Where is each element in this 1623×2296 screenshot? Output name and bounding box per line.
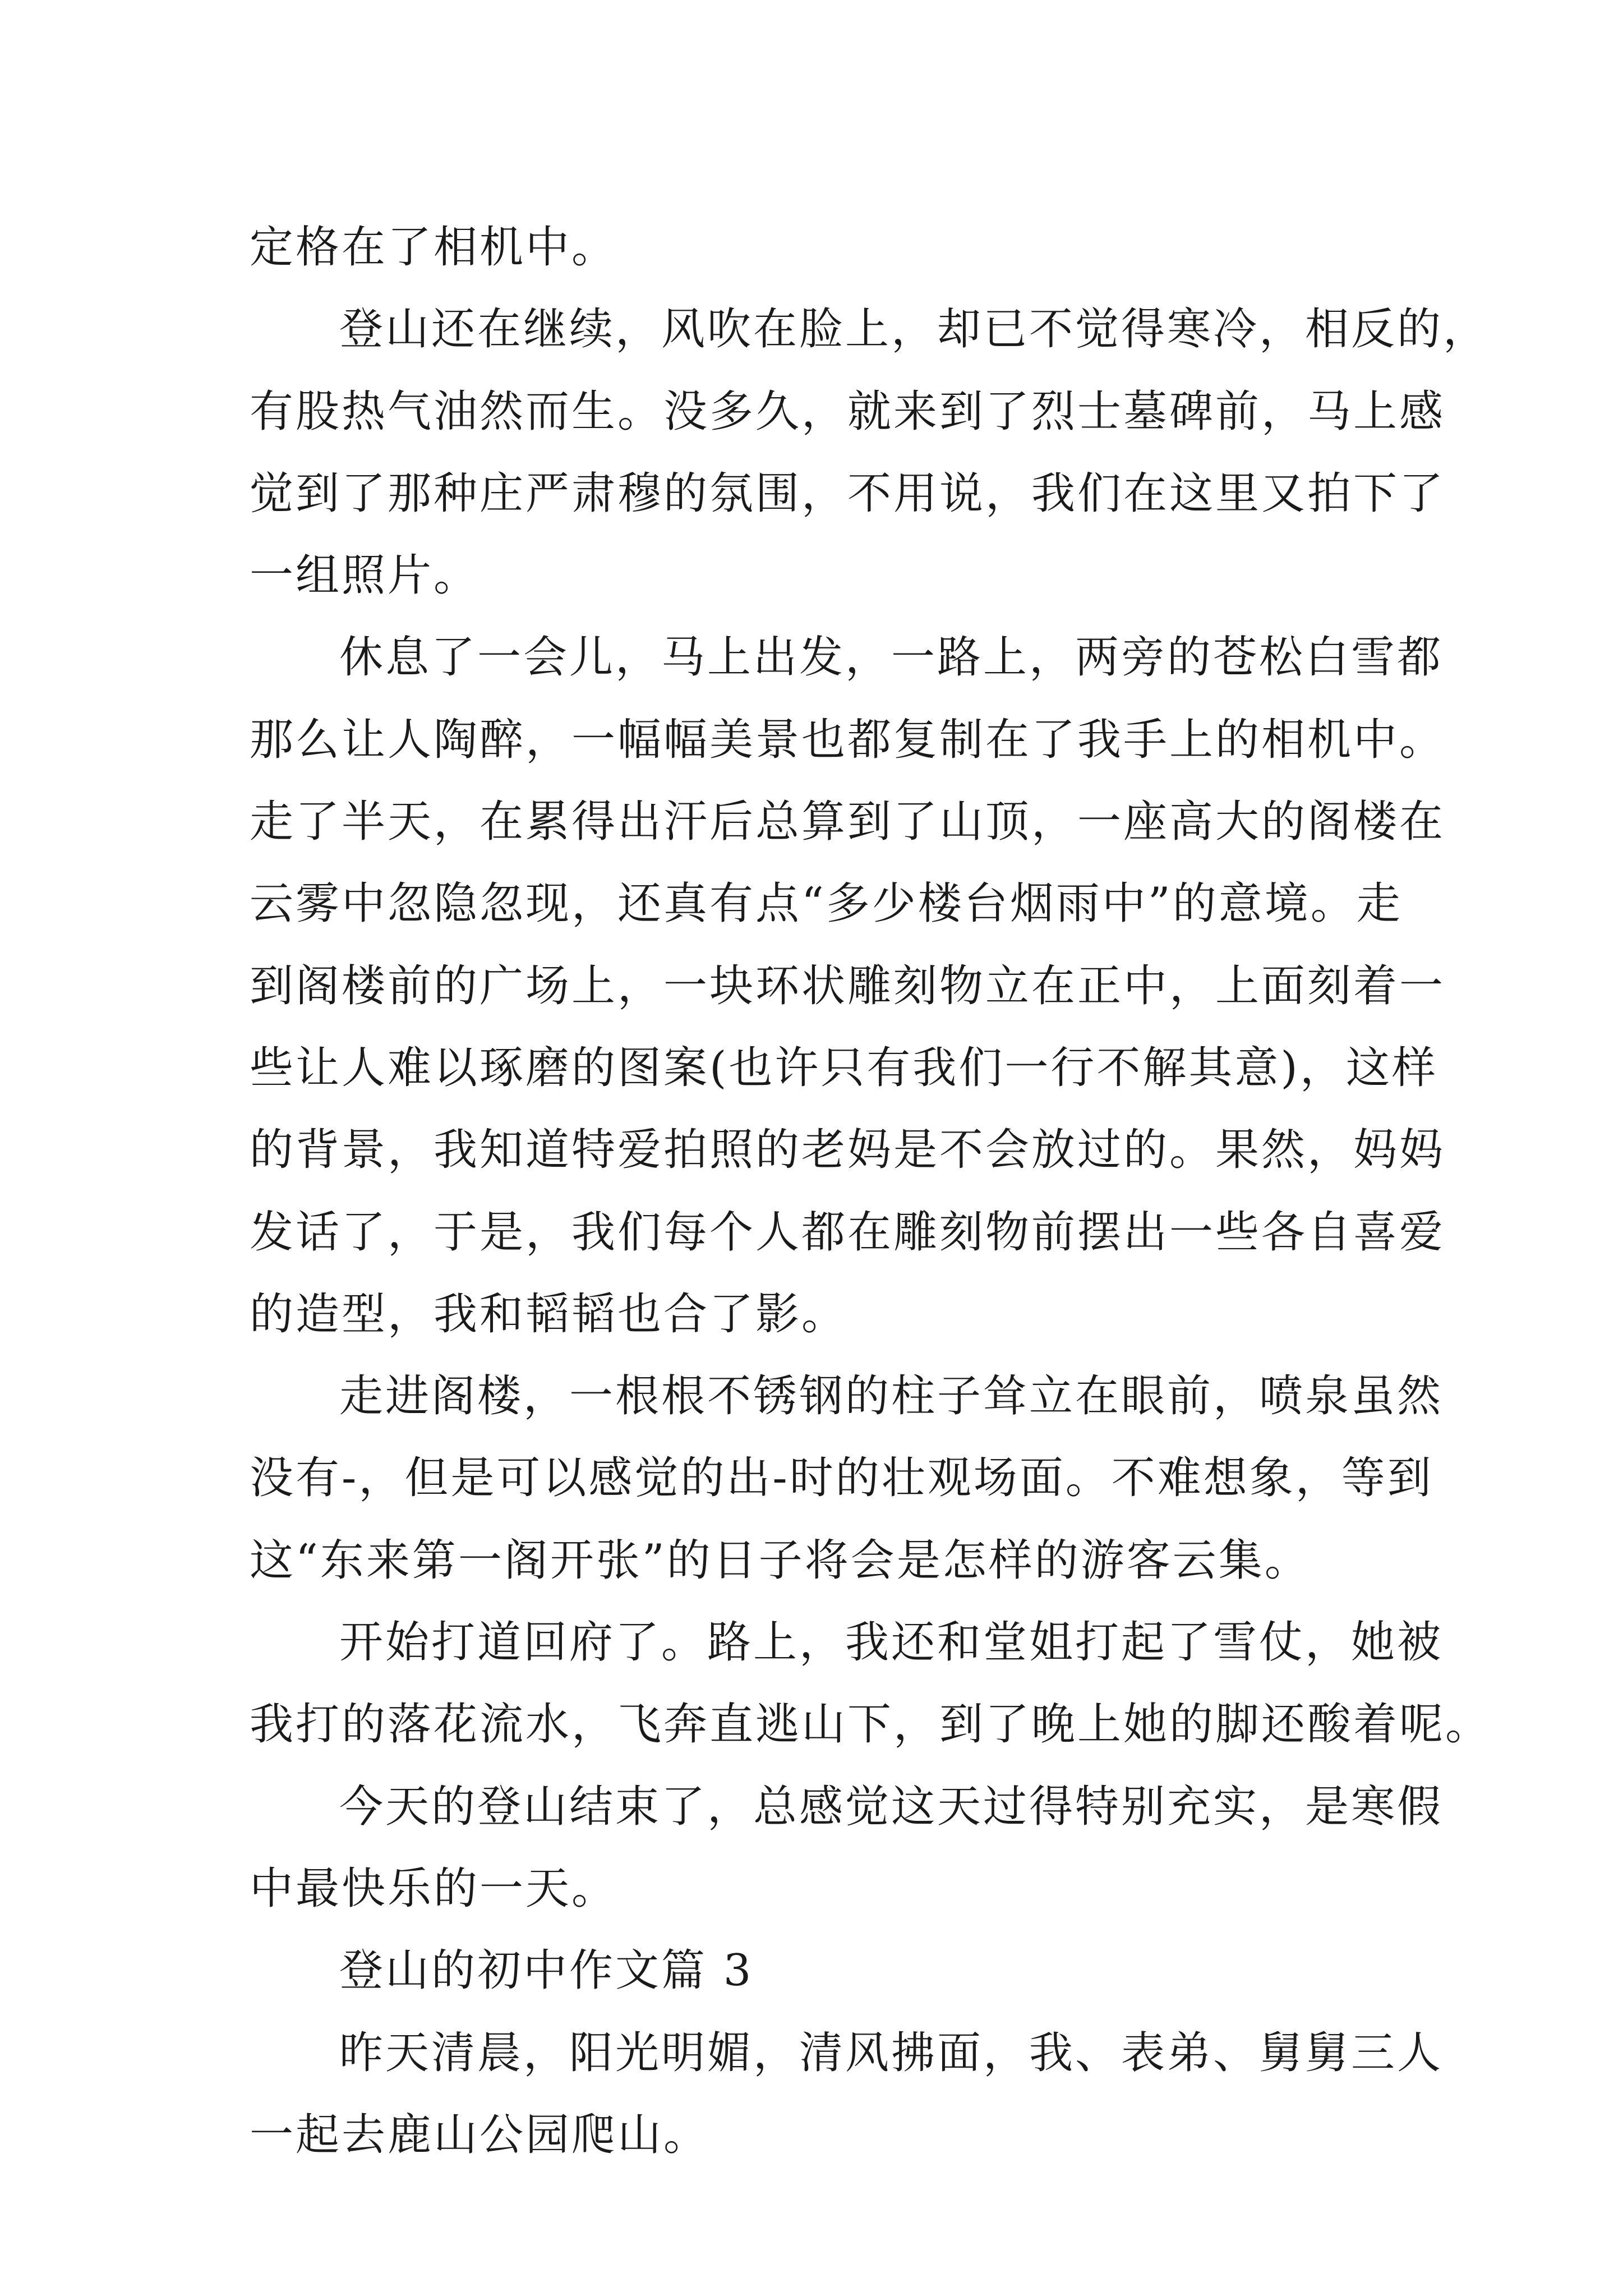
text-line: 那么让人陶醉，一幅幅美景也都复制在了我手上的相机中。 [250,714,1446,765]
text-line: 登山的初中作文篇 3 [339,1945,754,1996]
text-line: 开始打道回府了。路上，我还和堂姐打起了雪仗，她被 [339,1617,1444,1668]
text-line: 今天的登山结束了，总感觉这天过得特别充实，是寒假 [339,1781,1444,1832]
text-line: 登山还在继续，风吹在脸上，却已不觉得寒冷，相反的， [339,304,1490,355]
text-line: 走了半天，在累得出汗后总算到了山顶，一座高大的阁楼在 [250,797,1446,848]
text-line: 到阁楼前的广场上，一块环状雕刻物立在正中，上面刻着一 [250,960,1446,1011]
text-line: 的造型，我和韬韬也合了影。 [250,1289,848,1340]
text-line: 有股热气油然而生。没多久，就来到了烈士墓碑前，马上感 [250,386,1446,437]
text-line: 定格在了相机中。 [250,222,618,273]
text-line: 的背景，我知道特爱拍照的老妈是不会放过的。果然，妈妈 [250,1125,1446,1176]
text-line: 休息了一会儿，马上出发，一路上，两旁的苍松白雪都 [339,632,1444,683]
text-line: 这“东来第一阁开张”的日子将会是怎样的游客云集。 [250,1535,1311,1586]
text-line: 昨天清晨，阳光明媚，清风拂面，我、表弟、舅舅三人 [339,2027,1444,2078]
text-line: 没有-，但是可以感觉的出-时的壮观场面。不难想象，等到 [250,1453,1433,1504]
text-line: 觉到了那种庄严肃穆的氛围，不用说，我们在这里又拍下了 [250,468,1446,519]
text-line: 走进阁楼，一根根不锈钢的柱子耸立在眼前，喷泉虽然 [339,1371,1444,1422]
text-line: 我打的落花流水，飞奔直逃山下，到了晚上她的脚还酸着呢。 [250,1699,1492,1750]
text-line: 中最快乐的一天。 [250,1863,618,1914]
text-line: 一起去鹿山公园爬山。 [250,2109,710,2160]
text-line: 云雾中忽隐忽现，还真有点“多少楼台烟雨中”的意境。走 [250,878,1403,930]
text-line: 些让人难以琢磨的图案(也许只有我们一行不解其意)，这样 [250,1042,1438,1093]
document-body [250,206,1492,2176]
text-line: 发话了，于是，我们每个人都在雕刻物前摆出一些各自喜爱 [250,1207,1446,1258]
text-line: 一组照片。 [250,550,480,601]
